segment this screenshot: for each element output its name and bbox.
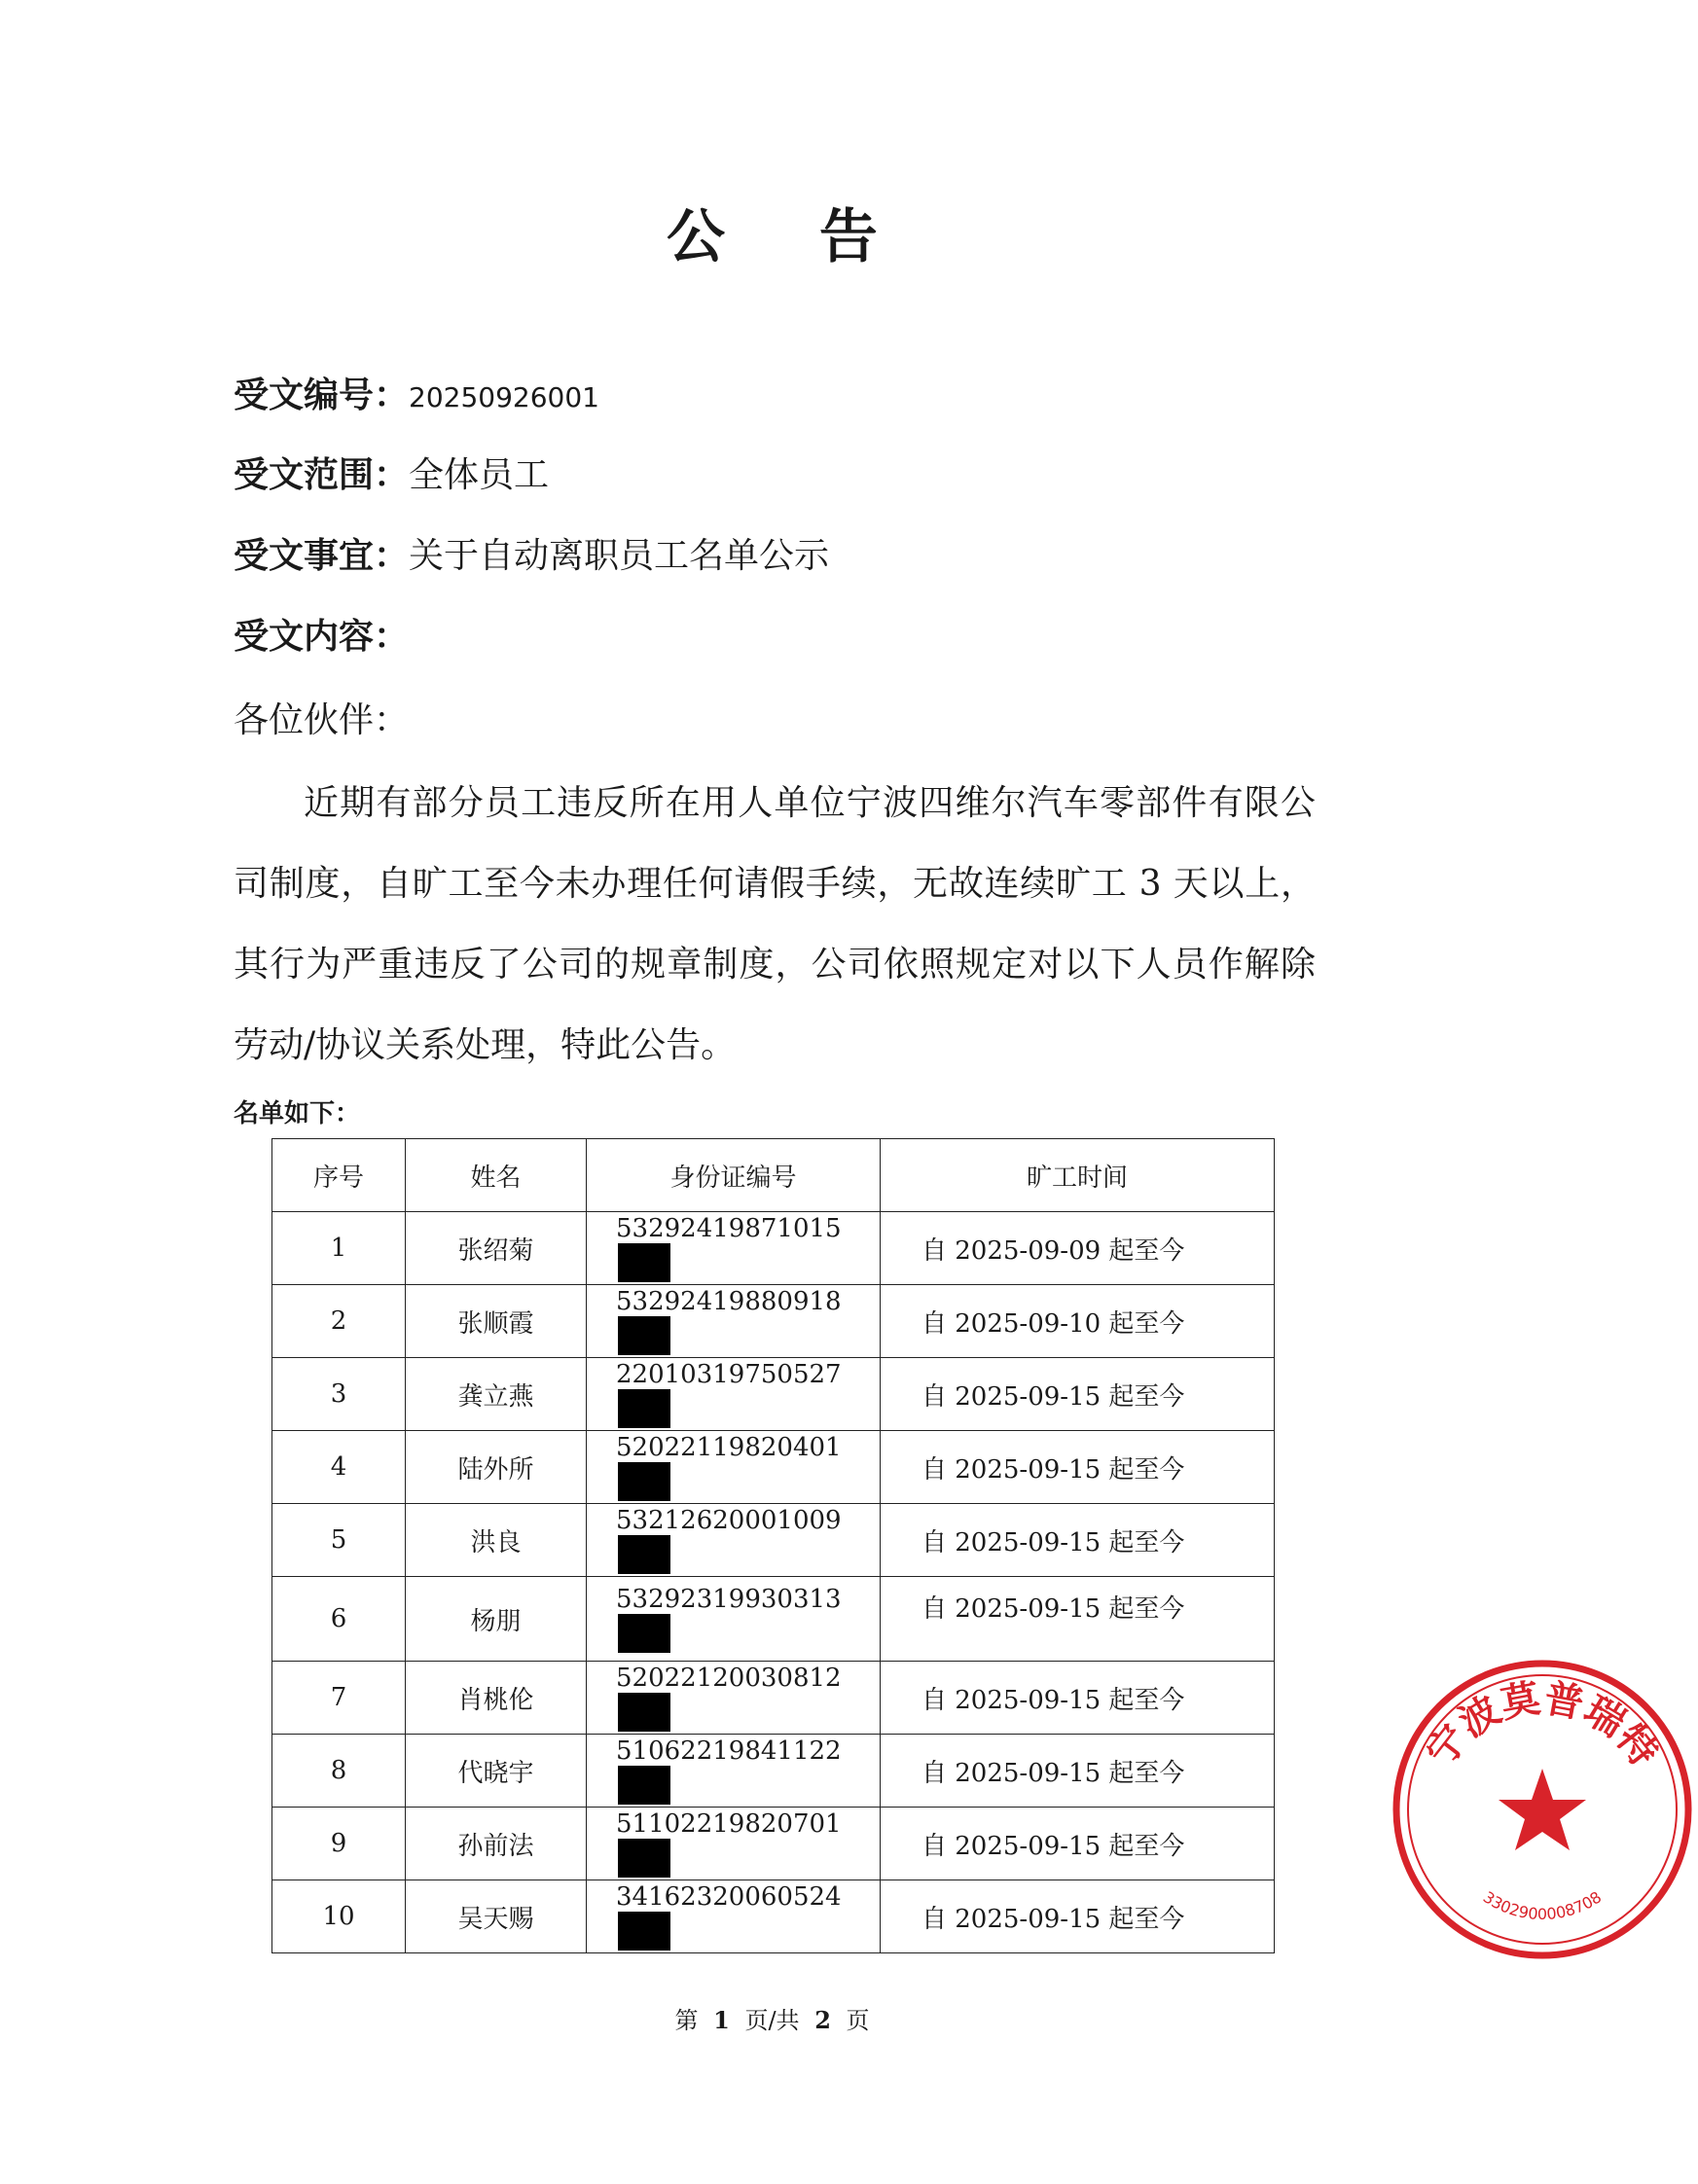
row-id-number: [587, 1577, 881, 1662]
doc-scope-line: [234, 448, 549, 497]
row-name-text: 杨朋: [470, 1606, 522, 1636]
row-name-text: 孙前法: [457, 1831, 534, 1861]
row-name: [406, 1735, 587, 1808]
doc-subject-line: [234, 528, 829, 578]
row-name-text: 陆外所: [457, 1454, 534, 1485]
row-id-number-text: 51102219820701: [616, 1809, 842, 1839]
row-id-number-text: 51062219841122: [616, 1736, 842, 1766]
svg-text:3302900008708: [1480, 1887, 1605, 1923]
table-row: [272, 1431, 1275, 1504]
doc-scope-label: 受文范围：: [234, 454, 410, 495]
table-row: [272, 1504, 1275, 1577]
row-id-number-text: 53292319930313: [616, 1585, 842, 1614]
row-index-text: 1: [330, 1234, 347, 1263]
row-absence-time-text: 自 2025-09-15 起至今: [921, 1527, 1185, 1557]
footer-page-number: 1: [713, 2006, 730, 2034]
notice-title: 公 告: [667, 203, 915, 271]
row-id-number: [587, 1735, 881, 1808]
table-row: [272, 1358, 1275, 1431]
row-name: [406, 1577, 587, 1662]
row-id-number-text: 53212620001009: [616, 1506, 842, 1535]
list-label: 名单如下：: [234, 1099, 361, 1128]
table-row: [272, 1577, 1275, 1662]
row-name-text: 张绍菊: [457, 1235, 534, 1266]
page-footer: [0, 2001, 1544, 2035]
row-index-text: 5: [330, 1525, 347, 1555]
row-absence-time: [881, 1285, 1275, 1358]
row-absence-time: [881, 1662, 1275, 1735]
row-absence-time-text: 自 2025-09-15 起至今: [921, 1831, 1185, 1861]
table-body: [272, 1212, 1275, 1953]
row-absence-time-text: 自 2025-09-15 起至今: [921, 1594, 1185, 1624]
doc-number-line: [234, 368, 599, 417]
row-index-text: 3: [330, 1379, 347, 1409]
footer-post: 页: [846, 2007, 870, 2034]
row-id-number-text: 22010319750527: [616, 1360, 842, 1389]
table-header-row: [272, 1139, 1275, 1212]
row-absence-time-text: 自 2025-09-15 起至今: [921, 1685, 1185, 1715]
header-absence-time: 旷工时间: [881, 1139, 1275, 1212]
redaction-block: [618, 1316, 670, 1355]
seal-star: [1499, 1769, 1586, 1850]
row-absence-time-text: 自 2025-09-09 起至今: [921, 1235, 1185, 1266]
row-name: [406, 1212, 587, 1285]
seal-text: 宁波莫普瑞特: [1417, 1674, 1668, 1775]
row-absence-time-text: 自 2025-09-15 起至今: [921, 1904, 1185, 1934]
row-absence-time: [881, 1577, 1275, 1662]
row-index-text: 9: [330, 1829, 347, 1858]
doc-subject-value: 关于自动离职员工名单公示: [409, 536, 830, 576]
row-id-number: [587, 1880, 881, 1953]
company-seal: [1387, 1654, 1698, 1965]
row-id-number: [587, 1662, 881, 1735]
redaction-block: [618, 1462, 670, 1501]
footer-mid: 页/共: [744, 2007, 800, 2034]
row-name-text: 肖桃伦: [457, 1685, 534, 1715]
row-id-number-text: 52022120030812: [616, 1664, 842, 1693]
row-id-number: [587, 1285, 881, 1358]
row-index: [272, 1808, 406, 1880]
row-index: [272, 1431, 406, 1504]
row-id-number: [587, 1504, 881, 1577]
redaction-block: [618, 1693, 670, 1732]
row-index-text: 8: [330, 1756, 347, 1785]
row-index: [272, 1504, 406, 1577]
body-paragraph: 近期有部分员工违反所在用人单位宁波四维尔汽车零部件有限公司制度，自旷工至今未办理任何请假手续，无故连续旷工 3 天以上，其行为严重违反了公司的规章制度，公司依照规定对以下人员作解除劳动/协议关系处理，特此公告。: [234, 783, 1316, 1065]
row-id-number-text: 53292419880918: [616, 1287, 842, 1316]
row-name-text: 吴天赐: [457, 1904, 534, 1934]
row-name: [406, 1504, 587, 1577]
row-index: [272, 1880, 406, 1953]
row-index-text: 4: [330, 1452, 347, 1482]
row-id-number: [587, 1212, 881, 1285]
row-name: [406, 1431, 587, 1504]
row-index: [272, 1212, 406, 1285]
row-id-number: [587, 1431, 881, 1504]
row-index-text: 7: [330, 1683, 347, 1712]
table-row: [272, 1735, 1275, 1808]
row-index-text: 6: [330, 1604, 347, 1633]
row-index: [272, 1735, 406, 1808]
table-row: [272, 1808, 1275, 1880]
row-index-text: 10: [322, 1902, 355, 1931]
doc-subject-label: 受文事宜：: [234, 535, 410, 576]
table-row: [272, 1880, 1275, 1953]
redaction-block: [618, 1389, 670, 1428]
row-name-text: 洪良: [470, 1527, 522, 1557]
table-row: [272, 1285, 1275, 1358]
row-id-number-text: 53292419871015: [616, 1214, 842, 1243]
row-index: [272, 1577, 406, 1662]
footer-pre: 第: [674, 2007, 699, 2034]
doc-scope-value: 全体员工: [409, 455, 550, 495]
row-absence-time-text: 自 2025-09-15 起至今: [921, 1381, 1185, 1412]
row-name: [406, 1808, 587, 1880]
row-absence-time: [881, 1735, 1275, 1808]
row-name: [406, 1358, 587, 1431]
table-row: [272, 1212, 1275, 1285]
doc-number-value: 20250926001: [409, 381, 599, 413]
header-id-number: 身份证编号: [587, 1139, 881, 1212]
employee-table: [271, 1138, 1275, 1953]
row-id-number: [587, 1808, 881, 1880]
table-row: [272, 1662, 1275, 1735]
header-index: 序号: [272, 1139, 406, 1212]
header-name: 姓名: [406, 1139, 587, 1212]
row-name: [406, 1880, 587, 1953]
row-absence-time: [881, 1431, 1275, 1504]
redaction-block: [618, 1912, 670, 1951]
row-name-text: 张顺霞: [457, 1308, 534, 1339]
row-id-number-text: 52022119820401: [616, 1433, 842, 1462]
row-id-number: [587, 1358, 881, 1431]
redaction-block: [618, 1766, 670, 1805]
row-id-number-text: 34162320060524: [616, 1882, 842, 1912]
footer-total-pages: 2: [814, 2006, 831, 2034]
row-name: [406, 1662, 587, 1735]
doc-number-label: 受文编号：: [234, 375, 410, 415]
row-absence-time: [881, 1212, 1275, 1285]
row-index-text: 2: [330, 1307, 347, 1336]
row-index: [272, 1285, 406, 1358]
row-absence-time: [881, 1808, 1275, 1880]
doc-content-line: [234, 609, 409, 659]
row-absence-time-text: 自 2025-09-15 起至今: [921, 1758, 1185, 1788]
row-absence-time-text: 自 2025-09-15 起至今: [921, 1454, 1185, 1485]
greeting: 各位伙伴：: [234, 700, 410, 740]
doc-content-label: 受文内容：: [234, 616, 410, 657]
redaction-block: [618, 1243, 670, 1282]
row-name-text: 代晓宇: [457, 1758, 534, 1788]
row-index: [272, 1358, 406, 1431]
row-absence-time: [881, 1880, 1275, 1953]
seal-code: 3302900008708: [1479, 1887, 1606, 1923]
row-absence-time: [881, 1504, 1275, 1577]
row-absence-time: [881, 1358, 1275, 1431]
row-absence-time-text: 自 2025-09-10 起至今: [921, 1308, 1185, 1339]
redaction-block: [618, 1839, 670, 1878]
row-index: [272, 1662, 406, 1735]
row-name: [406, 1285, 587, 1358]
row-name-text: 龚立燕: [457, 1381, 534, 1412]
redaction-block: [618, 1535, 670, 1574]
redaction-block: [618, 1614, 670, 1653]
